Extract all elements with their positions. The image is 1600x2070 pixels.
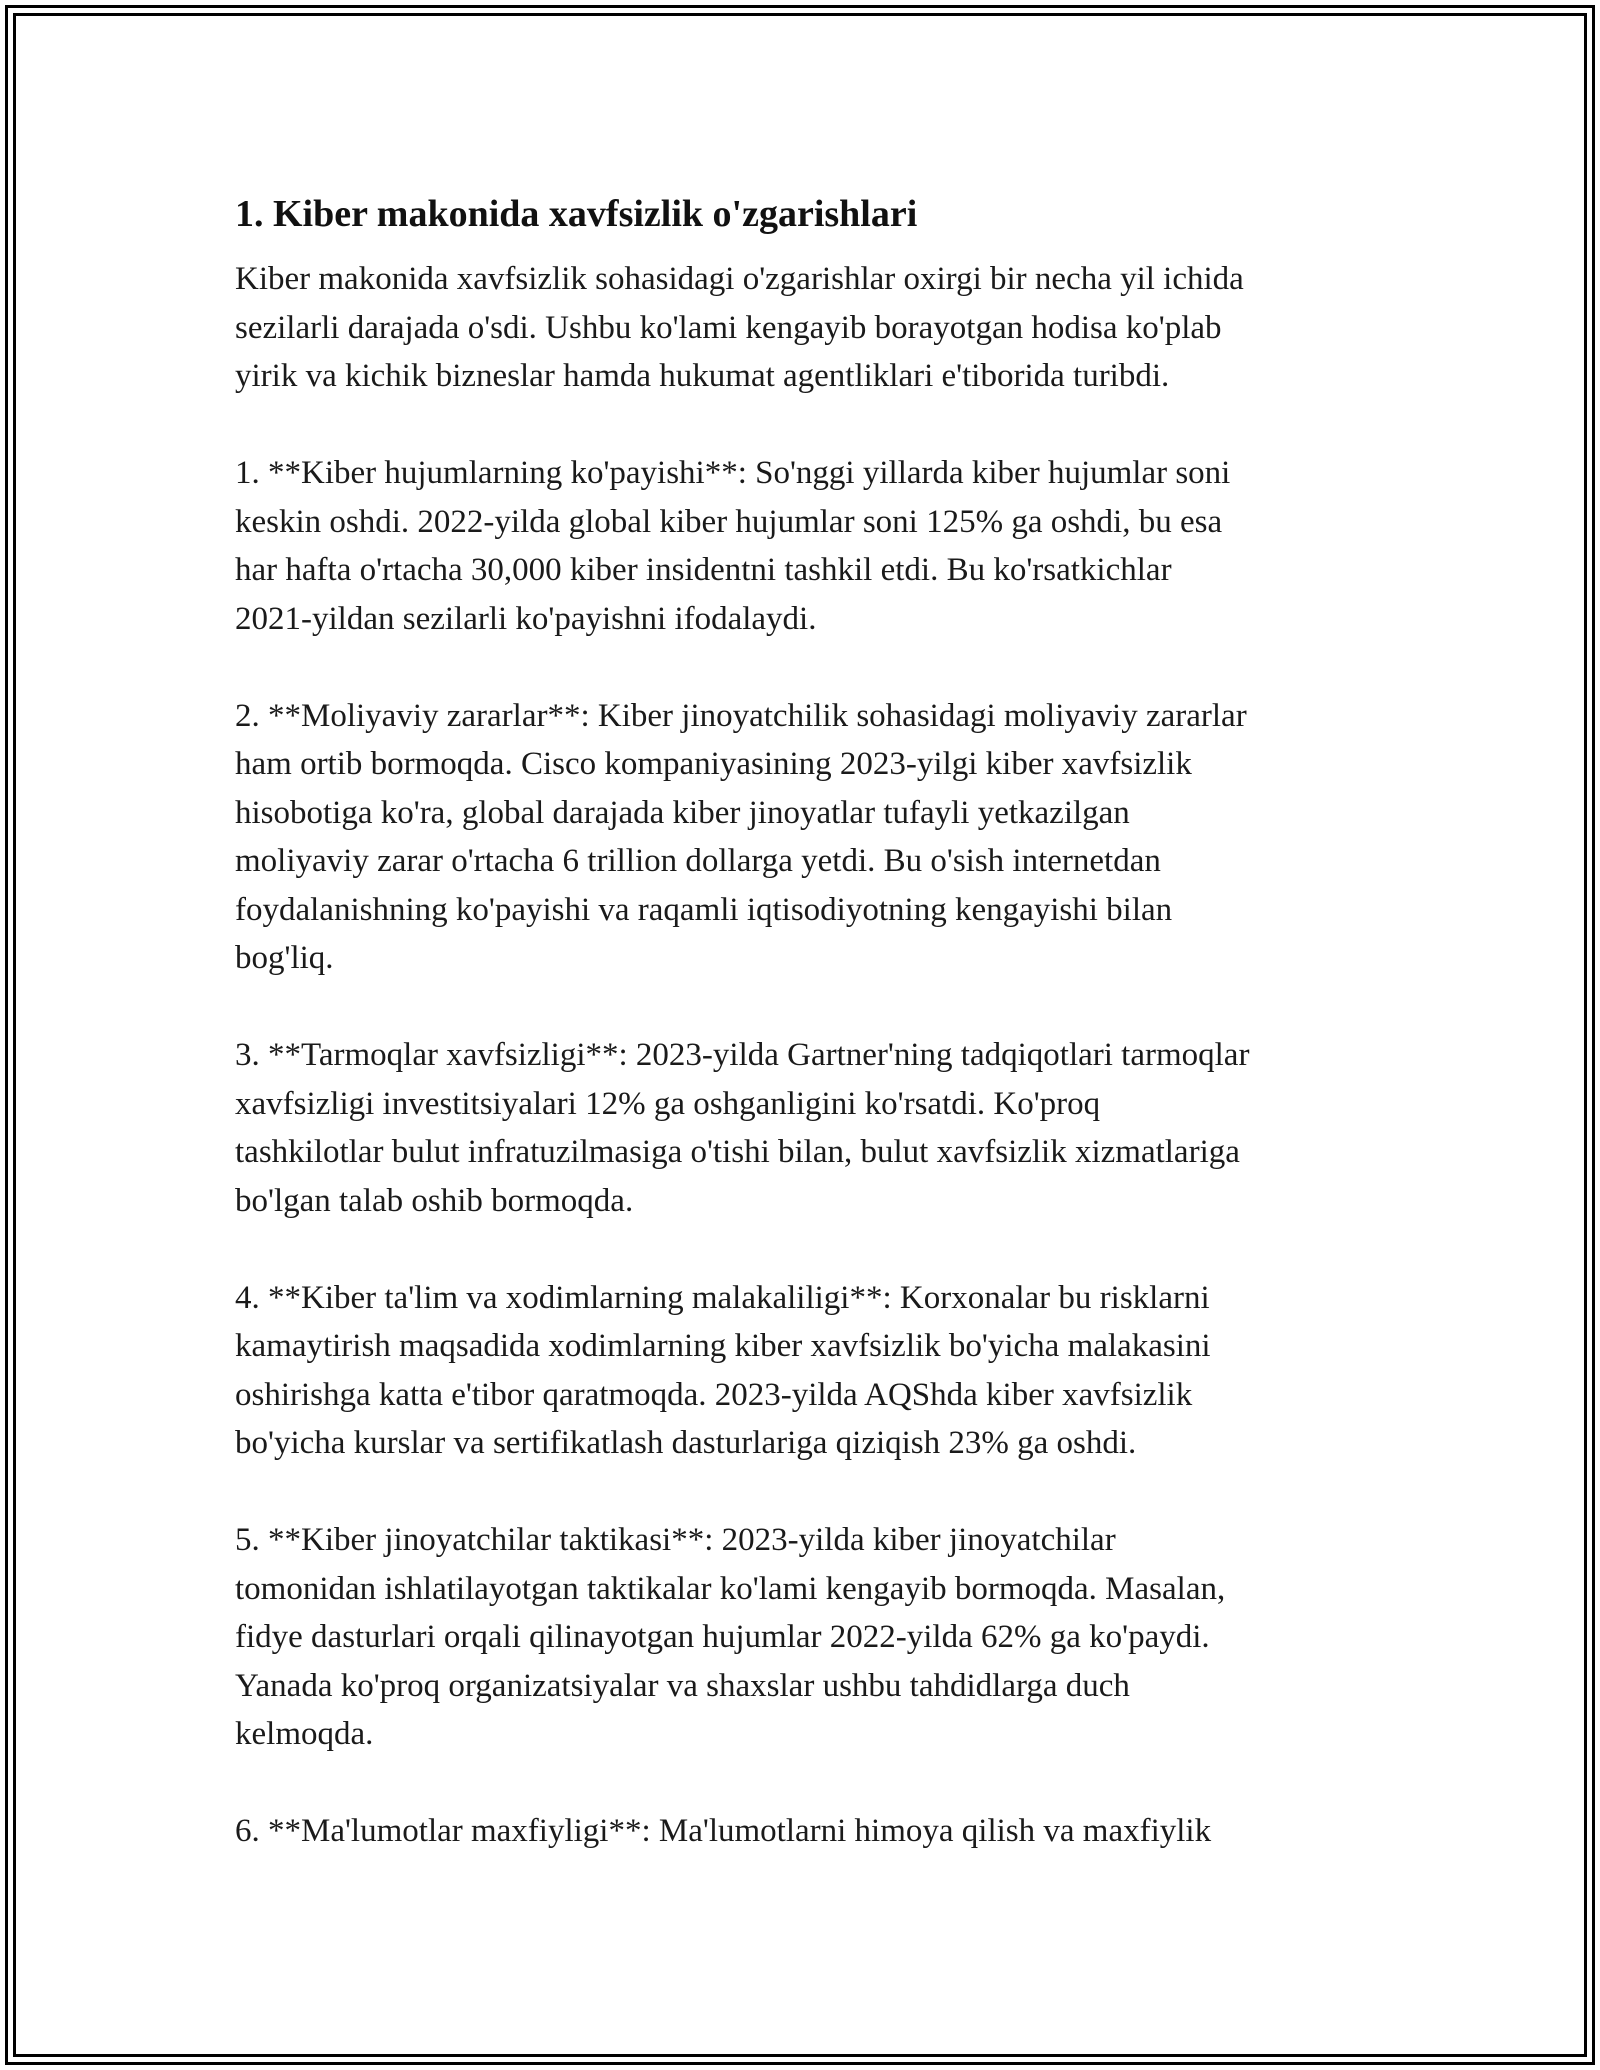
intro-paragraph: Kiber makonida xavfsizlik sohasidagi o'zgarishlar oxirgi bir necha yil ichida sezilarli darajada o'sdi. Ushbu ko'lami kengayib borayotgan hodisa ko'plab yirik va kichik bizneslar hamda hukumat agentliklari e'tiborida turibdi.: [235, 261, 1244, 394]
paragraph-financial-losses: 2. **Moliyaviy zararlar**: Kiber jinoyatchilik sohasidagi moliyaviy zararlar ham ortib bormoqda. Cisco kompaniyasining 2023-yilgi kiber xavfsizlik hisobotiga ko'ra, global darajada kiber jinoyatlar tufayli yetkazilgan moliyaviy zarar o'rtacha 6 trillion dollarga yetdi. Bu o'sish internetdan foydalanishning ko'payishi va raqamli iqtisodiyotning kengayishi bilan bog'liq.: [235, 697, 1247, 976]
paragraph-cyber-training: 4. **Kiber ta'lim va xodimlarning malakaliligi**: Korxonalar bu risklarni kamaytirish maqsadida xodimlarning kiber xavfsizlik bo'yicha malakasini oshirishga katta e'tibor qaratmoqda. 2023-yilda AQShda kiber xavfsizlik bo'yicha kurslar va sertifikatlash dasturlariga qiziqish 23% ga oshdi.: [235, 1279, 1211, 1461]
paragraph-data-privacy: 6. **Ma'lumotlar maxfiyligi**: Ma'lumotlarni himoya qilish va maxfiylik: [235, 1813, 1212, 1849]
paragraph-criminal-tactics: 5. **Kiber jinoyatchilar taktikasi**: 2023-yilda kiber jinoyatchilar tomonidan ishlatilayotgan taktikalar ko'lami kengayib bormoqda. Masalan, fidye dasturlari orqali qilinayotgan hujumlar 2022-yilda 62% ga ko'paydi. Yanada ko'proq organizatsiyalar va shaxslar ushbu tahdidlarga duch kelmoqda.: [235, 1522, 1226, 1752]
paragraph-cyber-attacks: 1. **Kiber hujumlarning ko'payishi**: So'nggi yillarda kiber hujumlar soni keskin oshdi. 2022-yilda global kiber hujumlar soni 125% ga oshdi, bu esa har hafta o'rtacha 30,000 kiber insidentni tashkil etdi. Bu ko'rsatkichlar 2021-yildan sezilarli ko'payishni ifodalaydi.: [235, 455, 1231, 637]
document-title: 1. Kiber makonida xavfsizlik o'zgarishlari: [235, 193, 918, 235]
paragraph-network-security: 3. **Tarmoqlar xavfsizligi**: 2023-yilda Gartner'ning tadqiqotlari tarmoqlar xavfsizligi investitsiyalari 12% ga oshganligini ko'rsatdi. Ko'proq tashkilotlar bulut infratuzilmasiga o'tishi bilan, bulut xavfsizlik xizmatlariga bo'lgan talab oshib bormoqda.: [235, 1037, 1250, 1219]
document-body: [235, 185, 1375, 1856]
